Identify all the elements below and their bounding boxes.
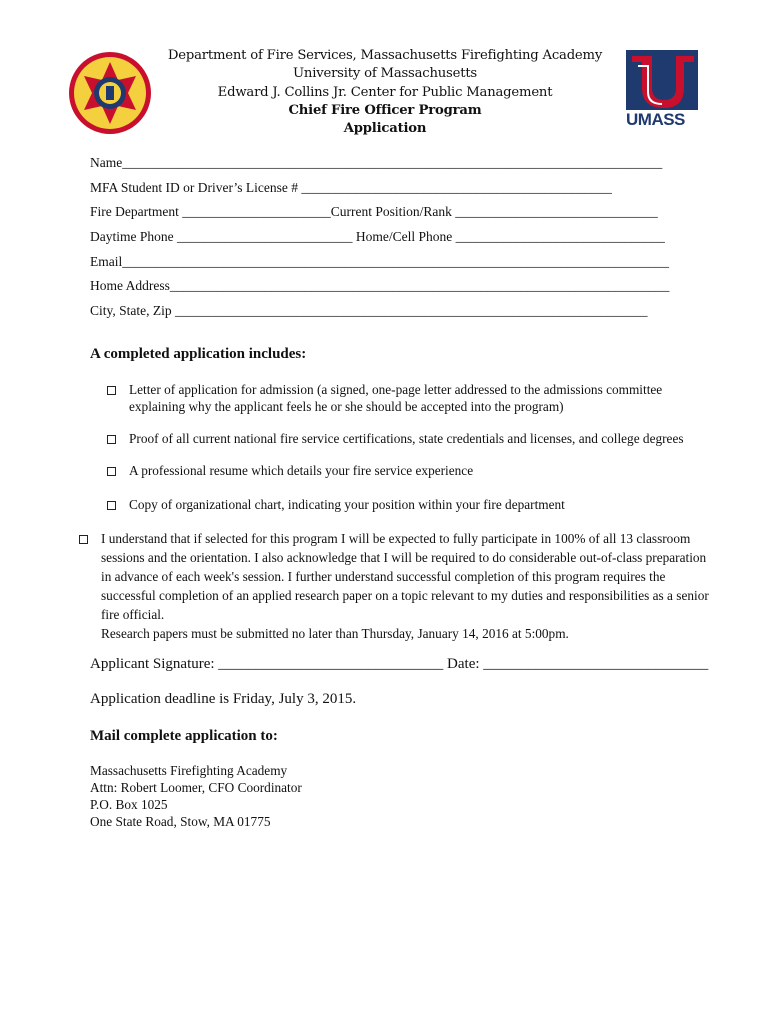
program-title: Chief Fire Officer Program: [288, 102, 482, 118]
umass-logo-text: UMASS: [626, 110, 685, 129]
checkbox[interactable]: [107, 435, 116, 444]
checkbox[interactable]: [107, 386, 116, 395]
agreement-checkbox[interactable]: [79, 535, 88, 544]
requirement-text: Copy of organizational chart, indicating your position within your fire department: [129, 497, 565, 512]
header-line-1: Department of Fire Services, Massachusetts Firefighting Academy: [167, 48, 603, 63]
requirement-text: Letter of application for admission (a signed, one-page letter addressed to the admissions committee explaining why the applicant feels he or she should be accepted into the program): [129, 382, 663, 414]
address-line: P.O. Box 1025: [90, 797, 168, 812]
application-title: Application: [343, 121, 427, 137]
address-line: Massachusetts Firefighting Academy: [90, 763, 288, 778]
signature-line[interactable]: Applicant Signature: ______________________________ Date: ______________________________: [90, 656, 709, 672]
name-field[interactable]: Name________________________________________________________________________________: [90, 155, 663, 170]
phone-field[interactable]: Daytime Phone __________________________ Home/Cell Phone _______________________________: [90, 229, 665, 244]
requirement-text: Proof of all current national fire service certifications, state credentials and licenses, and college degrees: [129, 431, 684, 446]
header-line-2: University of Massachusetts: [293, 66, 477, 82]
student-id-field[interactable]: MFA Student ID or Driver’s License # ______________________________________________: [90, 180, 612, 195]
application-deadline: Application deadline is Friday, July 3, 2015.: [90, 691, 357, 707]
requirement-item-3: [129, 462, 689, 479]
agreement-block: [101, 529, 711, 643]
umass-logo: [622, 48, 702, 132]
address-line: Attn: Robert Loomer, CFO Coordinator: [90, 780, 302, 795]
requirement-item-1: [129, 381, 689, 415]
mail-heading: Mail complete application to:: [90, 728, 278, 744]
checkbox[interactable]: [107, 501, 116, 510]
dfs-seal-logo: [60, 50, 160, 136]
agreement-text: I understand that if selected for this program I will be expected to fully participate in 100% of all 13 classroom sessions and the orientation. I also acknowledge that I will be required to do considerable out-of-class preparation in advance of each week's session. I further understand successful completion of this program requires the successful completion of an applied research paper on a topic relevant to my duties and responsibilities as a senior fire official.: [101, 531, 709, 622]
home-address-field[interactable]: Home Address__________________________________________________________________________: [90, 278, 670, 293]
address-line: One State Road, Stow, MA 01775: [90, 814, 271, 829]
city-state-zip-field[interactable]: City, State, Zip ______________________________________________________________________: [90, 303, 648, 318]
requirement-item-2: [129, 430, 729, 447]
document-header: [150, 47, 620, 138]
checkbox[interactable]: [107, 467, 116, 476]
header-line-3: Edward J. Collins Jr. Center for Public Management: [217, 84, 553, 100]
research-paper-deadline: Research papers must be submitted no later than Thursday, January 14, 2016 at 5:00pm.: [101, 626, 569, 641]
requirements-heading: A completed application includes:: [90, 346, 307, 362]
requirement-text: A professional resume which details your fire service experience: [129, 463, 474, 478]
email-field[interactable]: Email_________________________________________________________________________________: [90, 254, 669, 269]
fire-department-field[interactable]: Fire Department ______________________Current Position/Rank ______________________________: [90, 204, 658, 219]
mailing-address: [90, 762, 302, 830]
requirement-item-4: [129, 496, 689, 513]
